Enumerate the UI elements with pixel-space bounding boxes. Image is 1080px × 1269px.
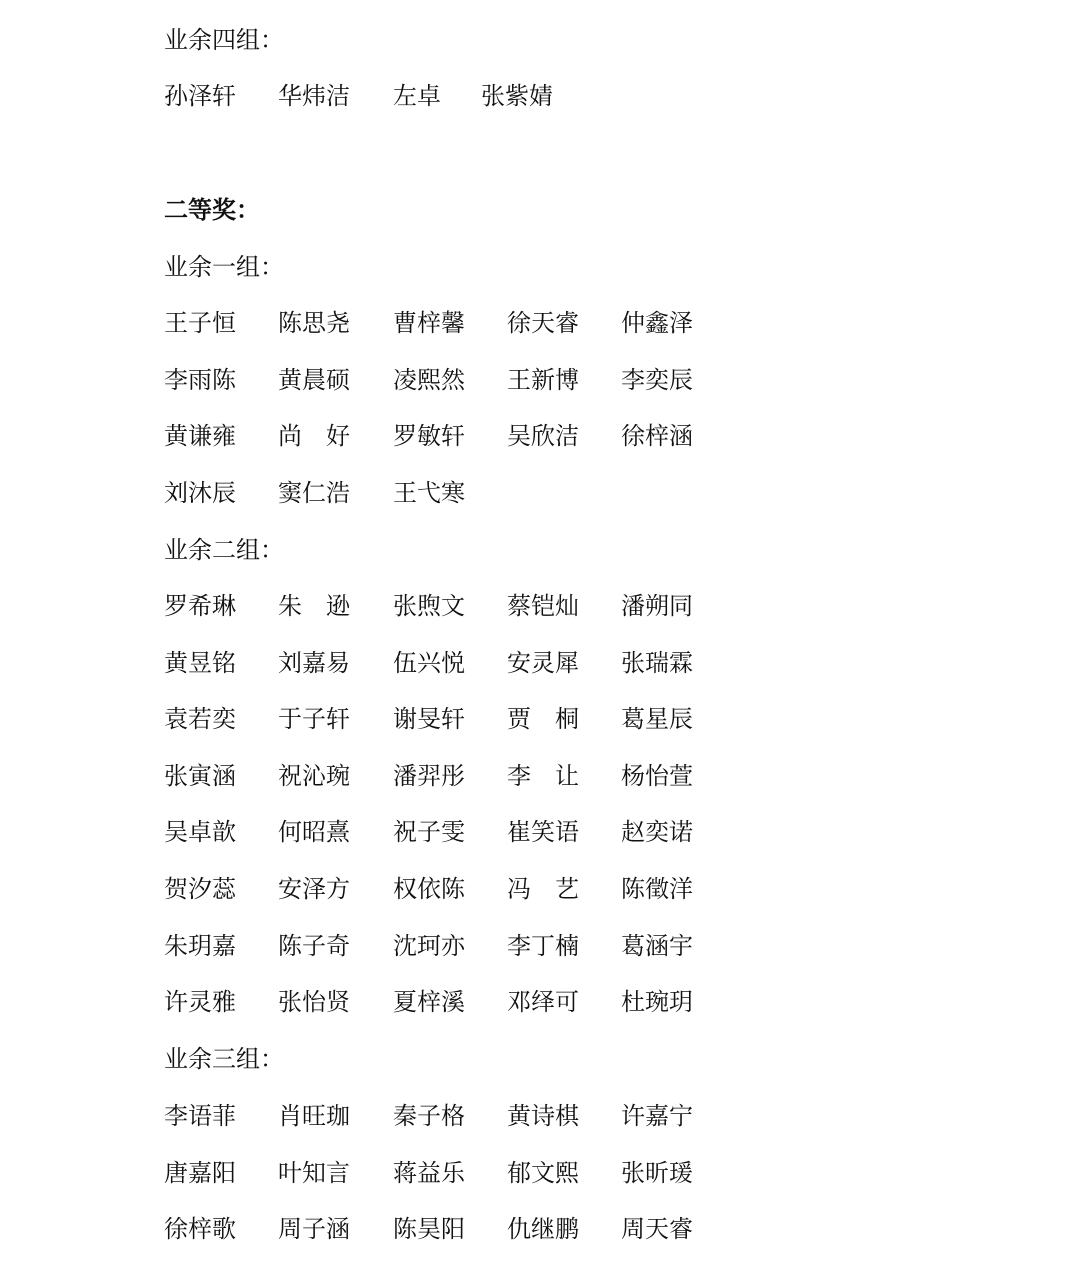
student-name: 窦仁浩 bbox=[278, 479, 350, 507]
student-name: 黄晨硕 bbox=[278, 366, 350, 394]
prize-heading-second: 二等奖： bbox=[164, 195, 260, 224]
student-name: 黄昱铭 bbox=[164, 649, 236, 677]
student-name: 陈思尧 bbox=[278, 309, 350, 337]
student-name: 谢旻轩 bbox=[393, 705, 465, 733]
group-heading-amateur-2: 业余二组： bbox=[164, 536, 284, 564]
student-name: 周子涵 bbox=[278, 1215, 350, 1243]
student-name: 葛星辰 bbox=[621, 705, 693, 733]
student-name: 秦子格 bbox=[393, 1102, 465, 1130]
student-name: 安泽方 bbox=[278, 875, 350, 903]
student-name: 张昕瑗 bbox=[621, 1159, 693, 1187]
student-name: 张寅涵 bbox=[164, 762, 236, 790]
group-heading-amateur-4: 业余四组： bbox=[164, 26, 284, 54]
student-name: 陈昊阳 bbox=[393, 1215, 465, 1243]
student-name: 贺汐蕊 bbox=[164, 875, 236, 903]
student-name: 张紫婧 bbox=[481, 82, 553, 110]
student-name: 王新博 bbox=[507, 366, 579, 394]
student-name: 徐梓歌 bbox=[164, 1215, 236, 1243]
student-name: 何昭熹 bbox=[278, 818, 350, 846]
student-name: 张瑞霖 bbox=[621, 649, 693, 677]
student-name: 仲鑫泽 bbox=[621, 309, 693, 337]
student-name: 黄谦雍 bbox=[164, 422, 236, 450]
student-name: 蒋益乐 bbox=[393, 1159, 465, 1187]
student-name: 潘朔同 bbox=[621, 592, 693, 620]
student-name: 徐天睿 bbox=[507, 309, 579, 337]
student-name: 陈徵洋 bbox=[621, 875, 693, 903]
student-name: 孙泽轩 bbox=[164, 82, 236, 110]
group-heading-amateur-1: 业余一组： bbox=[164, 253, 284, 281]
student-name: 祝沁琬 bbox=[278, 762, 350, 790]
student-name: 吴欣洁 bbox=[507, 422, 579, 450]
student-name: 沈珂亦 bbox=[393, 932, 465, 960]
student-name: 祝子雯 bbox=[393, 818, 465, 846]
student-name: 徐梓涵 bbox=[621, 422, 693, 450]
student-name: 蔡铠灿 bbox=[507, 592, 579, 620]
student-name: 葛涵宇 bbox=[621, 932, 693, 960]
group-heading-amateur-3: 业余三组： bbox=[164, 1045, 284, 1073]
student-name: 罗希琳 bbox=[164, 592, 236, 620]
student-name: 曹梓馨 bbox=[393, 309, 465, 337]
student-name: 许灵雅 bbox=[164, 988, 236, 1016]
student-name: 权依陈 bbox=[393, 875, 465, 903]
student-name: 赵奕诺 bbox=[621, 818, 693, 846]
student-name: 郁文熙 bbox=[507, 1159, 579, 1187]
student-name: 黄诗棋 bbox=[507, 1102, 579, 1130]
student-name: 凌熙然 bbox=[393, 366, 465, 394]
student-name: 叶知言 bbox=[278, 1159, 350, 1187]
student-name: 张怡贤 bbox=[278, 988, 350, 1016]
student-name: 安灵犀 bbox=[507, 649, 579, 677]
student-name: 周天睿 bbox=[621, 1215, 693, 1243]
student-name: 肖旺珈 bbox=[278, 1102, 350, 1130]
student-name: 朱 逊 bbox=[278, 592, 350, 620]
student-name: 贾 桐 bbox=[507, 705, 579, 733]
student-name: 李奕辰 bbox=[621, 366, 693, 394]
student-name: 李语菲 bbox=[164, 1102, 236, 1130]
student-name: 李雨陈 bbox=[164, 366, 236, 394]
student-name: 潘羿彤 bbox=[393, 762, 465, 790]
student-name: 伍兴悦 bbox=[393, 649, 465, 677]
student-name: 杨怡萱 bbox=[621, 762, 693, 790]
student-name: 华炜洁 bbox=[278, 82, 350, 110]
student-name: 刘嘉易 bbox=[278, 649, 350, 677]
student-name: 吴卓歆 bbox=[164, 818, 236, 846]
student-name: 陈子奇 bbox=[278, 932, 350, 960]
student-name: 唐嘉阳 bbox=[164, 1159, 236, 1187]
student-name: 于子轩 bbox=[278, 705, 350, 733]
student-name: 张煦文 bbox=[393, 592, 465, 620]
student-name: 李 让 bbox=[507, 762, 579, 790]
student-name: 罗敏轩 bbox=[393, 422, 465, 450]
student-name: 王弋寒 bbox=[393, 479, 465, 507]
student-name: 左卓 bbox=[393, 82, 441, 110]
student-name: 刘沐辰 bbox=[164, 479, 236, 507]
student-name: 尚 好 bbox=[278, 422, 350, 450]
student-name: 崔笑语 bbox=[507, 818, 579, 846]
student-name: 许嘉宁 bbox=[621, 1102, 693, 1130]
student-name: 李丁楠 bbox=[507, 932, 579, 960]
student-name: 冯 艺 bbox=[507, 875, 579, 903]
student-name: 王子恒 bbox=[164, 309, 236, 337]
student-name: 仇继鹏 bbox=[507, 1215, 579, 1243]
student-name: 朱玥嘉 bbox=[164, 932, 236, 960]
student-name: 杜琬玥 bbox=[621, 988, 693, 1016]
student-name: 袁若奕 bbox=[164, 705, 236, 733]
student-name: 邓绎可 bbox=[507, 988, 579, 1016]
student-name: 夏梓溪 bbox=[393, 988, 465, 1016]
